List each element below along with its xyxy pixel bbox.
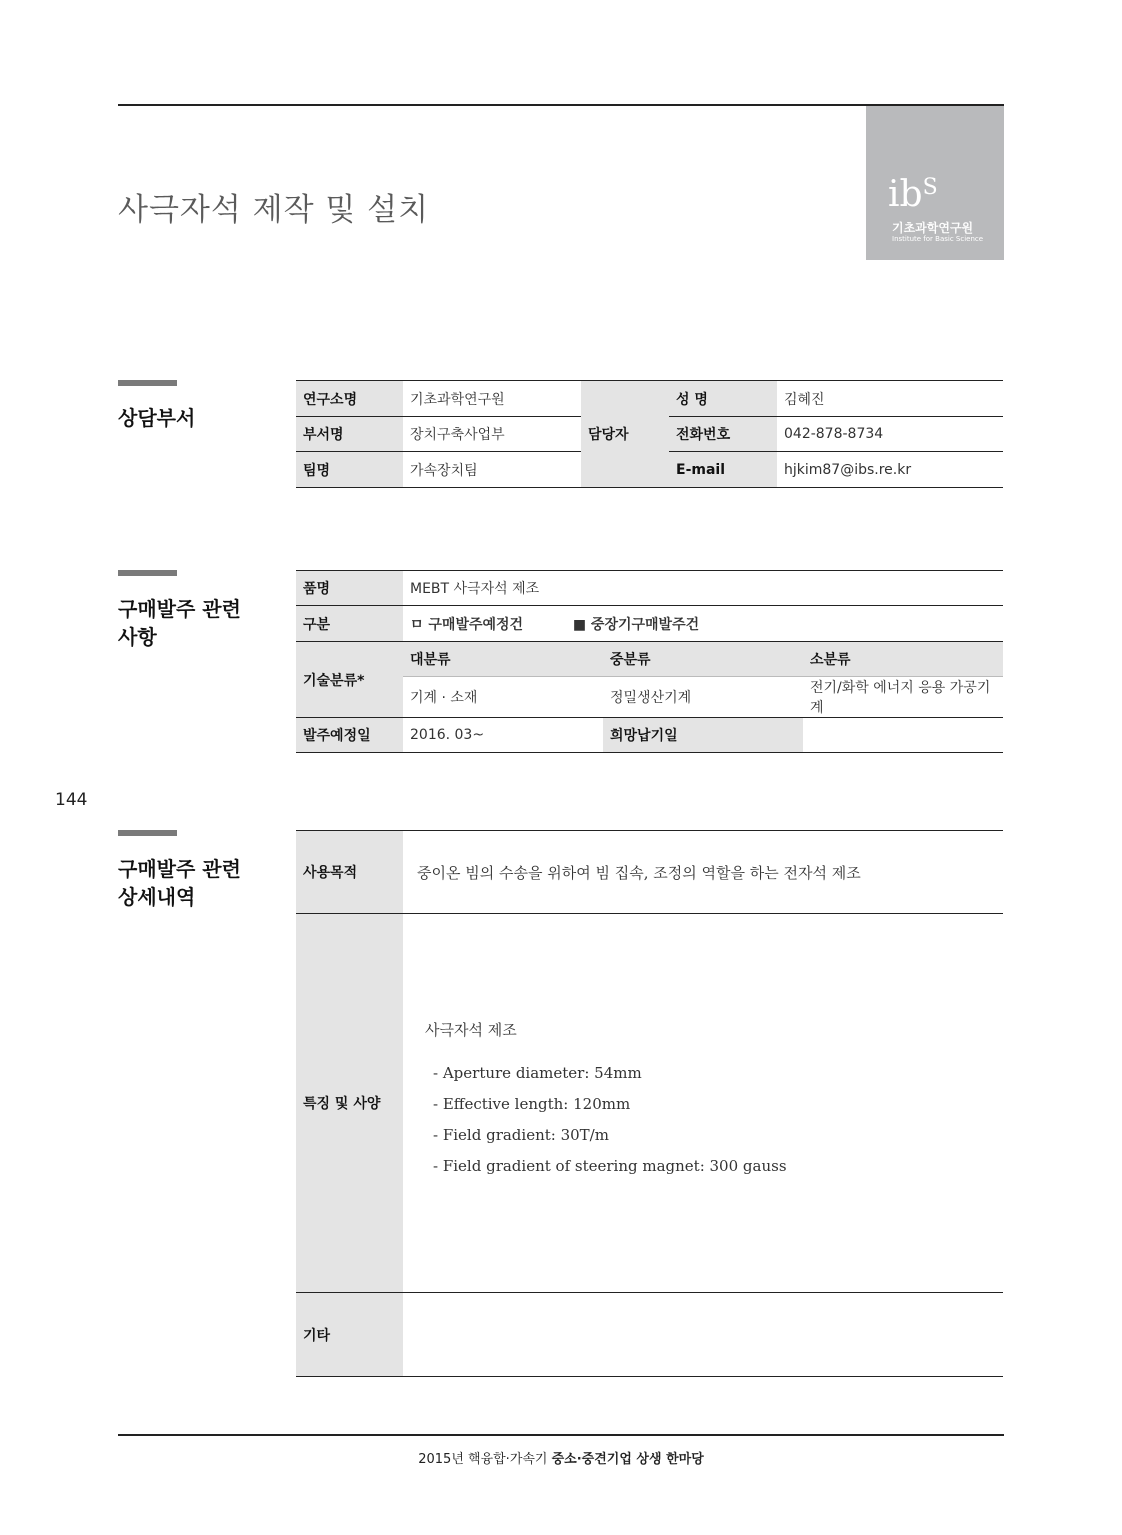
spec-label: 특징 및 사양 xyxy=(296,914,403,1293)
phone-value: 042-878-8734 xyxy=(777,417,1003,452)
section-title-detail: 구매발주 관련 상세내역 xyxy=(118,857,241,909)
purchase-table xyxy=(296,570,1003,753)
purpose-value: 중이온 빔의 수송을 위하여 빔 집속, 조정의 역할을 하는 전자석 제조 xyxy=(403,831,1003,914)
minor-class-header: 소분류 xyxy=(803,642,1003,677)
department-value: 장치구축사업부 xyxy=(403,417,581,452)
spec-item: - Field gradient: 30T/m xyxy=(433,1125,609,1144)
section-bar-detail xyxy=(118,830,177,836)
section-bar-purchase xyxy=(118,570,177,576)
order-date-value: 2016. 03~ xyxy=(403,718,603,753)
long-term-order-option: ■ 중장기구매발주건 xyxy=(572,616,700,633)
ibs-logo-mark: $ib^S$ xyxy=(888,174,938,215)
footer xyxy=(0,1448,1122,1467)
team-label: 팀명 xyxy=(296,452,403,488)
spec-heading: 사극자석 제조 xyxy=(425,1020,517,1039)
major-class-header: 대분류 xyxy=(403,642,603,677)
minor-class-value: 전기/화학 에너지 응용 가공기계 xyxy=(803,677,1003,718)
footer-event-title: 중소·중견기업 상생 한마당 xyxy=(551,1452,704,1467)
mid-class-value: 정밀생산기계 xyxy=(603,677,803,718)
planned-order-option: ㅁ 구매발주예정건 xyxy=(410,616,524,633)
consult-table xyxy=(296,380,1003,488)
major-class-value: 기계 · 소재 xyxy=(403,677,603,718)
department-label: 부서명 xyxy=(296,417,403,452)
ibs-logo xyxy=(866,106,1004,260)
detail-table xyxy=(296,830,1003,1377)
order-date-label: 발주예정일 xyxy=(296,718,403,753)
spec-item: - Aperture diameter: 54mm xyxy=(433,1063,642,1082)
section-bar-consult xyxy=(118,380,177,386)
section-title-consult: 상담부서 xyxy=(118,406,196,430)
ibs-logo-korean: 기초과학연구원 xyxy=(892,221,974,235)
email-value: hjkim87@ibs.re.kr xyxy=(777,452,1003,488)
spec-item: - Field gradient of steering magnet: 300 gauss xyxy=(433,1156,787,1175)
category-label: 구분 xyxy=(296,606,403,642)
etc-label: 기타 xyxy=(296,1293,403,1377)
institute-value: 기초과학연구원 xyxy=(403,381,581,417)
page-title: 사극자석 제작 및 설치 xyxy=(118,192,430,228)
name-label: 성 명 xyxy=(669,381,777,417)
delivery-date-label: 희망납기일 xyxy=(603,718,803,753)
page-number: 144 xyxy=(55,790,88,810)
item-name-label: 품명 xyxy=(296,571,403,606)
bottom-rule xyxy=(118,1434,1004,1436)
tech-class-label: 기술분류* xyxy=(296,642,403,718)
spec-content xyxy=(403,914,1003,1293)
contact-person-label: 담당자 xyxy=(581,381,669,488)
footer-event-year: 2015년 핵융합·가속기 xyxy=(418,1452,552,1467)
email-label: E-mail xyxy=(669,452,777,488)
etc-value xyxy=(403,1293,1003,1377)
purpose-label: 사용목적 xyxy=(296,831,403,914)
name-value: 김혜진 xyxy=(777,381,1003,417)
section-title-purchase: 구매발주 관련 사항 xyxy=(118,597,241,649)
institute-label: 연구소명 xyxy=(296,381,403,417)
ibs-logo-english: Institute for Basic Science xyxy=(892,235,984,243)
category-options xyxy=(403,606,1003,642)
phone-label: 전화번호 xyxy=(669,417,777,452)
spec-item: - Effective length: 120mm xyxy=(433,1094,631,1113)
mid-class-header: 중분류 xyxy=(603,642,803,677)
team-value: 가속장치팀 xyxy=(403,452,581,488)
item-name-value: MEBT 사극자석 제조 xyxy=(403,571,1003,606)
delivery-date-value xyxy=(803,718,1003,753)
